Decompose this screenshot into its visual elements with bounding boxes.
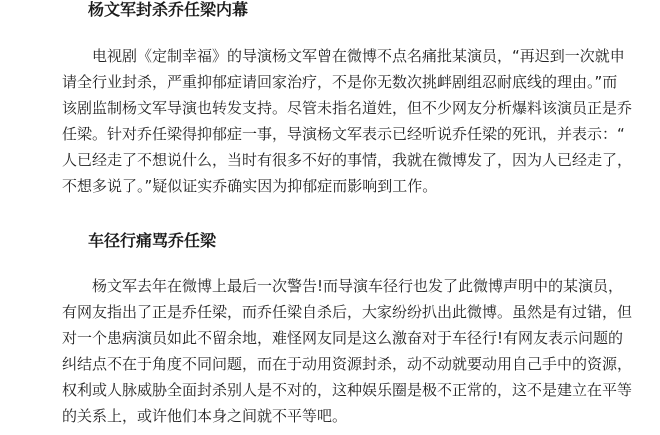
section-heading-che-jingxing: 车径行痛骂乔任梁 xyxy=(88,231,217,250)
section-heading-yang-wenjun: 杨文军封杀乔任梁内幕 xyxy=(88,0,249,19)
paragraph-che-jingxing xyxy=(62,273,652,429)
paragraph-yang-wenjun xyxy=(62,43,652,199)
paragraph-line: 人已经走了不想说什么，当时有很多不好的事情，我就在微博发了，因为人已经走了， xyxy=(62,151,633,169)
paragraph-line: 有网友指出了正是乔任梁，而乔任梁自杀后，大家纷纷扒出此微博。虽然是有过错，但 xyxy=(62,303,633,321)
paragraph-line: 请全行业封杀，严重抑郁症请回家治疗，不是你无数次挑衅剧组忍耐底线的理由。”而 xyxy=(62,73,618,91)
paragraph-line: 电视剧《定制幸福》的导演杨文军曾在微博不点名痛批某演员，“再迟到一次就申 xyxy=(62,47,625,65)
paragraph-line: 纠结点不在于角度不同问题，而在于动用资源封杀，动不动就要动用自己手中的资源， xyxy=(62,355,633,373)
paragraph-line: 的关系上，或许他们本身之间就不平等吧。 xyxy=(62,407,348,425)
paragraph-line: 杨文军去年在微博上最后一次警告!而导演车径行也发了此微博声明中的某演员， xyxy=(62,277,624,295)
paragraph-line: 不想多说了。”疑似证实乔确实因为抑郁症而影响到工作。 xyxy=(62,177,438,195)
paragraph-line: 任梁。针对乔任梁得抑郁症一事，导演杨文军表示已经听说乔任梁的死讯，并表示：“ xyxy=(62,125,625,143)
paragraph-line: 权利或人脉威胁全面封杀别人是不对的，这种娱乐圈是极不正常的，这不是建立在平等 xyxy=(62,381,633,399)
paragraph-line: 该剧监制杨文军导演也转发支持。尽管未指名道姓，但不少网友分析爆料该演员正是乔 xyxy=(62,99,633,117)
paragraph-line: 对一个患病演员如此不留余地，难怪网友同是这么激奋对于车径行!有网友表示问题的 xyxy=(62,329,624,347)
